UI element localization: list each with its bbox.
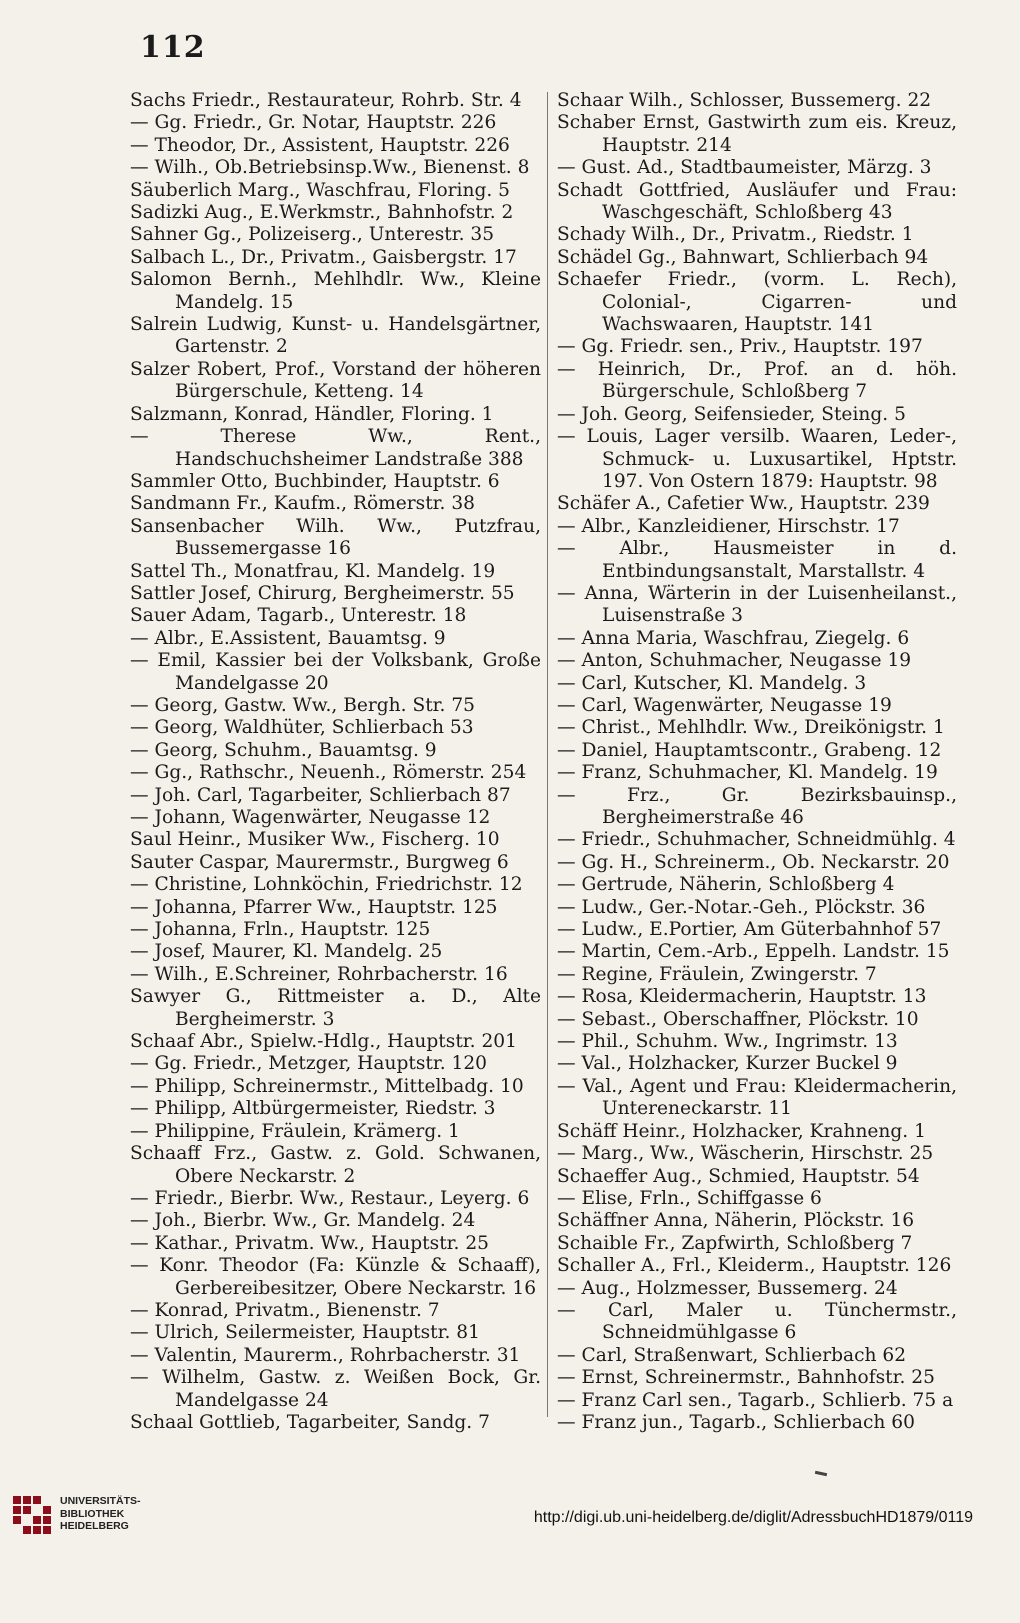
directory-entry: — Phil., Schuhm. Ww., Ingrimstr. 13	[557, 1031, 898, 1053]
directory-entry: — Anton, Schuhmacher, Neugasse 19	[557, 650, 912, 672]
library-name	[60, 1495, 141, 1533]
directory-entry: — Carl, Maler u. Tünchermstr., Schneidmühlgasse 6	[557, 1299, 957, 1344]
library-name-line: UNIVERSITÄTS-	[60, 1495, 141, 1508]
directory-entry: — Carl, Wagenwärter, Neugasse 19	[557, 694, 892, 716]
directory-entry: — Val., Agent und Frau: Kleidermacherin, Untereneckarstr. 11	[557, 1075, 957, 1120]
directory-entry: — Ludw., Ger.-Notar.-Geh., Plöckstr. 36	[557, 896, 926, 918]
directory-entry: — Emil, Kassier bei der Volksbank, Große Mandelgasse 20	[130, 650, 541, 694]
directory-entry: — Joh., Bierbr. Ww., Gr. Mandelg. 24	[130, 1210, 476, 1232]
directory-entry: Saul Heinr., Musiker Ww., Fischerg. 10	[130, 829, 500, 851]
university-seal-icon	[10, 1493, 52, 1535]
directory-entry: — Ulrich, Seilermeister, Hauptstr. 81	[130, 1322, 480, 1344]
source-url[interactable]: http://digi.ub.uni-heidelberg.de/diglit/AdressbuchHD1879/0119	[533, 1509, 973, 1526]
directory-entry: — Gg., Rathschr., Neuenh., Römerstr. 254	[130, 762, 527, 784]
directory-entry: Säuberlich Marg., Waschfrau, Floring. 5	[130, 179, 511, 201]
directory-entry: Schäffner Anna, Näherin, Plöckstr. 16	[557, 1210, 915, 1232]
directory-entry: — Theodor, Dr., Assistent, Hauptstr. 226	[130, 134, 510, 156]
directory-entry: — Albr., E.Assistent, Bauamtsg. 9	[130, 627, 446, 649]
directory-entry: Salzmann, Konrad, Händler, Floring. 1	[130, 403, 494, 425]
directory-entry: — Therese Ww., Rent., Handschuchsheimer Landstraße 388	[130, 426, 541, 470]
directory-entry: Salomon Bernh., Mehlhdlr. Ww., Kleine Mandelg. 15	[130, 269, 541, 313]
directory-entry: — Gg. Friedr. sen., Priv., Hauptstr. 197	[557, 336, 923, 358]
directory-entry: — Regine, Fräulein, Zwingerstr. 7	[557, 963, 877, 985]
mark	[815, 1471, 827, 1476]
directory-entry: — Marg., Ww., Wäscherin, Hirschstr. 25	[557, 1143, 934, 1165]
directory-entry: — Joh. Carl, Tagarbeiter, Schlierbach 87	[130, 784, 511, 806]
directory-entry: — Carl, Straßenwart, Schlierbach 62	[557, 1344, 907, 1366]
directory-entry: Sahner Gg., Polizeiserg., Unterestr. 35	[130, 224, 495, 246]
directory-entry: — Valentin, Maurerm., Rohrbacherstr. 31	[130, 1344, 521, 1366]
directory-entry: — Albr., Kanzleidiener, Hirschstr. 17	[557, 515, 900, 537]
directory-entry: — Louis, Lager versilb. Waaren, Leder-, Schmuck- u. Luxusartikel, Hptstr. 197. Von Ostern 1879: Hauptstr. 98	[557, 426, 957, 492]
directory-entry: Schaar Wilh., Schlosser, Bussemerg. 22	[557, 90, 932, 111]
directory-entry: Sandmann Fr., Kaufm., Römerstr. 38	[130, 493, 476, 515]
directory-entry: — Konrad, Privatm., Bienenstr. 7	[130, 1299, 440, 1321]
directory-entry: Schaal Gottlieb, Tagarbeiter, Sandg. 7	[130, 1411, 490, 1433]
directory-entry: — Wilh., Ob.Betriebsinsp.Ww., Bienenst. 8	[130, 157, 530, 179]
directory-entry: Sawyer G., Rittmeister a. D., Alte Bergheimerstr. 3	[130, 986, 541, 1030]
directory-entry: — Aug., Holzmesser, Bussemerg. 24	[557, 1277, 898, 1299]
directory-entry: — Ernst, Schreinermstr., Bahnhofstr. 25	[557, 1367, 935, 1389]
directory-entry: Schaefer Friedr., (vorm. L. Rech), Colonial-, Cigarren- und Wachswaaren, Hauptstr. 141	[557, 269, 957, 336]
directory-entry: — Gg. H., Schreinerm., Ob. Neckarstr. 20	[557, 851, 950, 873]
directory-entry: Schaeffer Aug., Schmied, Hauptstr. 54	[557, 1165, 920, 1187]
directory-entry: Sauer Adam, Tagarb., Unterestr. 18	[130, 605, 467, 627]
directory-entry: — Christ., Mehlhdlr. Ww., Dreikönigstr. 1	[557, 717, 945, 739]
directory-entry: Sachs Friedr., Restaurateur, Rohrb. Str. 4	[130, 90, 522, 111]
directory-entry: Salrein Ludwig, Kunst- u. Handelsgärtner, Gartenstr. 2	[130, 314, 541, 358]
right-column	[557, 90, 957, 1434]
directory-entry: Sansenbacher Wilh. Ww., Putzfrau, Bussemergasse 16	[130, 515, 541, 560]
directory-entry: Salbach L., Dr., Privatm., Gaisbergstr. 17	[130, 246, 517, 268]
directory-entry: — Josef, Maurer, Kl. Mandelg. 25	[130, 941, 443, 963]
directory-entry: Schadt Gottfried, Ausläufer und Frau: Waschgeschäft, Schloßberg 43	[557, 179, 957, 224]
directory-entry: — Kathar., Privatm. Ww., Hauptstr. 25	[130, 1232, 489, 1254]
directory-entry: — Gust. Ad., Stadtbaumeister, Märzg. 3	[557, 157, 932, 179]
library-name-line: HEIDELBERG	[60, 1520, 129, 1533]
directory-entry: Schaller A., Frl., Kleiderm., Hauptstr. 126	[557, 1255, 952, 1277]
directory-entry: — Val., Holzhacker, Kurzer Buckel 9	[557, 1053, 898, 1075]
directory-entry: — Elise, Frln., Schiffgasse 6	[557, 1187, 822, 1209]
directory-entry: — Anna, Wärterin in der Luisenheilanst., Luisenstraße 3	[557, 582, 957, 627]
directory-entry: Schaible Fr., Zapfwirth, Schloßberg 7	[557, 1232, 913, 1254]
directory-entry: Sadizki Aug., E.Werkmstr., Bahnhofstr. 2	[130, 202, 514, 224]
directory-entry: — Philipp, Schreinermstr., Mittelbadg. 10	[130, 1075, 524, 1097]
directory-entry: Schaaf Abr., Spielw.-Hdlg., Hauptstr. 201	[130, 1031, 517, 1053]
directory-entry: — Albr., Hausmeister in d. Entbindungsanstalt, Marstallstr. 4	[557, 538, 957, 582]
directory-entry: — Johanna, Frln., Hauptstr. 125	[130, 919, 431, 941]
directory-entry: — Gg. Friedr., Metzger, Hauptstr. 120	[130, 1053, 488, 1075]
directory-entry: Schäfer A., Cafetier Ww., Hauptstr. 239	[557, 493, 930, 515]
directory-entry: — Wilhelm, Gastw. z. Weißen Bock, Gr. Mandelgasse 24	[130, 1367, 541, 1411]
directory-entry: — Georg, Gastw. Ww., Bergh. Str. 75	[130, 694, 475, 716]
directory-entry: — Philippine, Fräulein, Krämerg. 1	[130, 1120, 460, 1142]
page-number: 112	[140, 30, 206, 65]
directory-entry: — Franz, Schuhmacher, Kl. Mandelg. 19	[557, 762, 938, 784]
directory-entry: — Gg. Friedr., Gr. Notar, Hauptstr. 226	[130, 112, 497, 134]
library-logo	[10, 1493, 141, 1535]
directory-entry: — Friedr., Schuhmacher, Schneidmühlg. 4	[557, 829, 956, 851]
directory-entry: — Philipp, Altbürgermeister, Riedstr. 3	[130, 1098, 496, 1120]
directory-entry: — Wilh., E.Schreiner, Rohrbacherstr. 16	[130, 963, 508, 985]
directory-entry: — Christine, Lohnköchin, Friedrichstr. 12	[130, 874, 523, 896]
directory-entry: — Heinrich, Dr., Prof. an d. höh. Bürgerschule, Schloßberg 7	[557, 358, 957, 403]
directory-entry: — Friedr., Bierbr. Ww., Restaur., Leyerg. 6	[130, 1187, 530, 1209]
directory-entry: Salzer Robert, Prof., Vorstand der höheren Bürgerschule, Ketteng. 14	[130, 358, 541, 403]
directory-entry: — Ludw., E.Portier, Am Güterbahnhof 57	[557, 919, 942, 941]
directory-entry: Sattler Josef, Chirurg, Bergheimerstr. 55	[130, 582, 515, 604]
directory-entry: — Franz jun., Tagarb., Schlierbach 60	[557, 1411, 915, 1433]
directory-entry: — Georg, Schuhm., Bauamtsg. 9	[130, 739, 437, 761]
directory-entry: Schaber Ernst, Gastwirth zum eis. Kreuz, Hauptstr. 214	[557, 112, 957, 156]
directory-entry: — Konr. Theodor (Fa: Künzle & Schaaff), Gerbereibesitzer, Obere Neckarstr. 16	[130, 1255, 541, 1299]
directory-entry: — Carl, Kutscher, Kl. Mandelg. 3	[557, 672, 867, 694]
directory-entry: — Georg, Waldhüter, Schlierbach 53	[130, 717, 474, 739]
directory-entry: Sattel Th., Monatfrau, Kl. Mandelg. 19	[130, 560, 496, 582]
directory-entry: Schäff Heinr., Holzhacker, Krahneng. 1	[557, 1120, 926, 1142]
directory-entry: — Gertrude, Näherin, Schloßberg 4	[557, 874, 895, 896]
directory-entry: — Frz., Gr. Bezirksbauinsp., Bergheimerstraße 46	[557, 784, 957, 828]
directory-entry: Sauter Caspar, Maurermstr., Burgweg 6	[130, 851, 509, 873]
directory-entry: Sammler Otto, Buchbinder, Hauptstr. 6	[130, 470, 500, 492]
directory-entry: — Joh. Georg, Seifensieder, Steing. 5	[557, 403, 906, 425]
directory-entry: — Daniel, Hauptamtscontr., Grabeng. 12	[557, 739, 942, 761]
directory-entry: Schädel Gg., Bahnwart, Schlierbach 94	[557, 246, 929, 268]
directory-entry: Schaaff Frz., Gastw. z. Gold. Schwanen, Obere Neckarstr. 2	[130, 1143, 541, 1187]
directory-entry: Schady Wilh., Dr., Privatm., Riedstr. 1	[557, 224, 914, 246]
directory-entry: — Johanna, Pfarrer Ww., Hauptstr. 125	[130, 896, 498, 918]
directory-entry: — Anna Maria, Waschfrau, Ziegelg. 6	[557, 627, 910, 649]
left-column	[130, 90, 541, 1434]
library-name-line: BIBLIOTHEK	[60, 1507, 125, 1520]
directory-entry: — Johann, Wagenwärter, Neugasse 12	[130, 807, 491, 828]
directory-entry: — Martin, Cem.-Arb., Eppelh. Landstr. 15	[557, 941, 950, 963]
directory-entry: — Franz Carl sen., Tagarb., Schlierb. 75 a	[557, 1389, 954, 1411]
column-divider	[547, 92, 548, 1417]
directory-entry: — Sebast., Oberschaffner, Plöckstr. 10	[557, 1008, 919, 1030]
directory-entry: — Rosa, Kleidermacherin, Hauptstr. 13	[557, 986, 927, 1008]
